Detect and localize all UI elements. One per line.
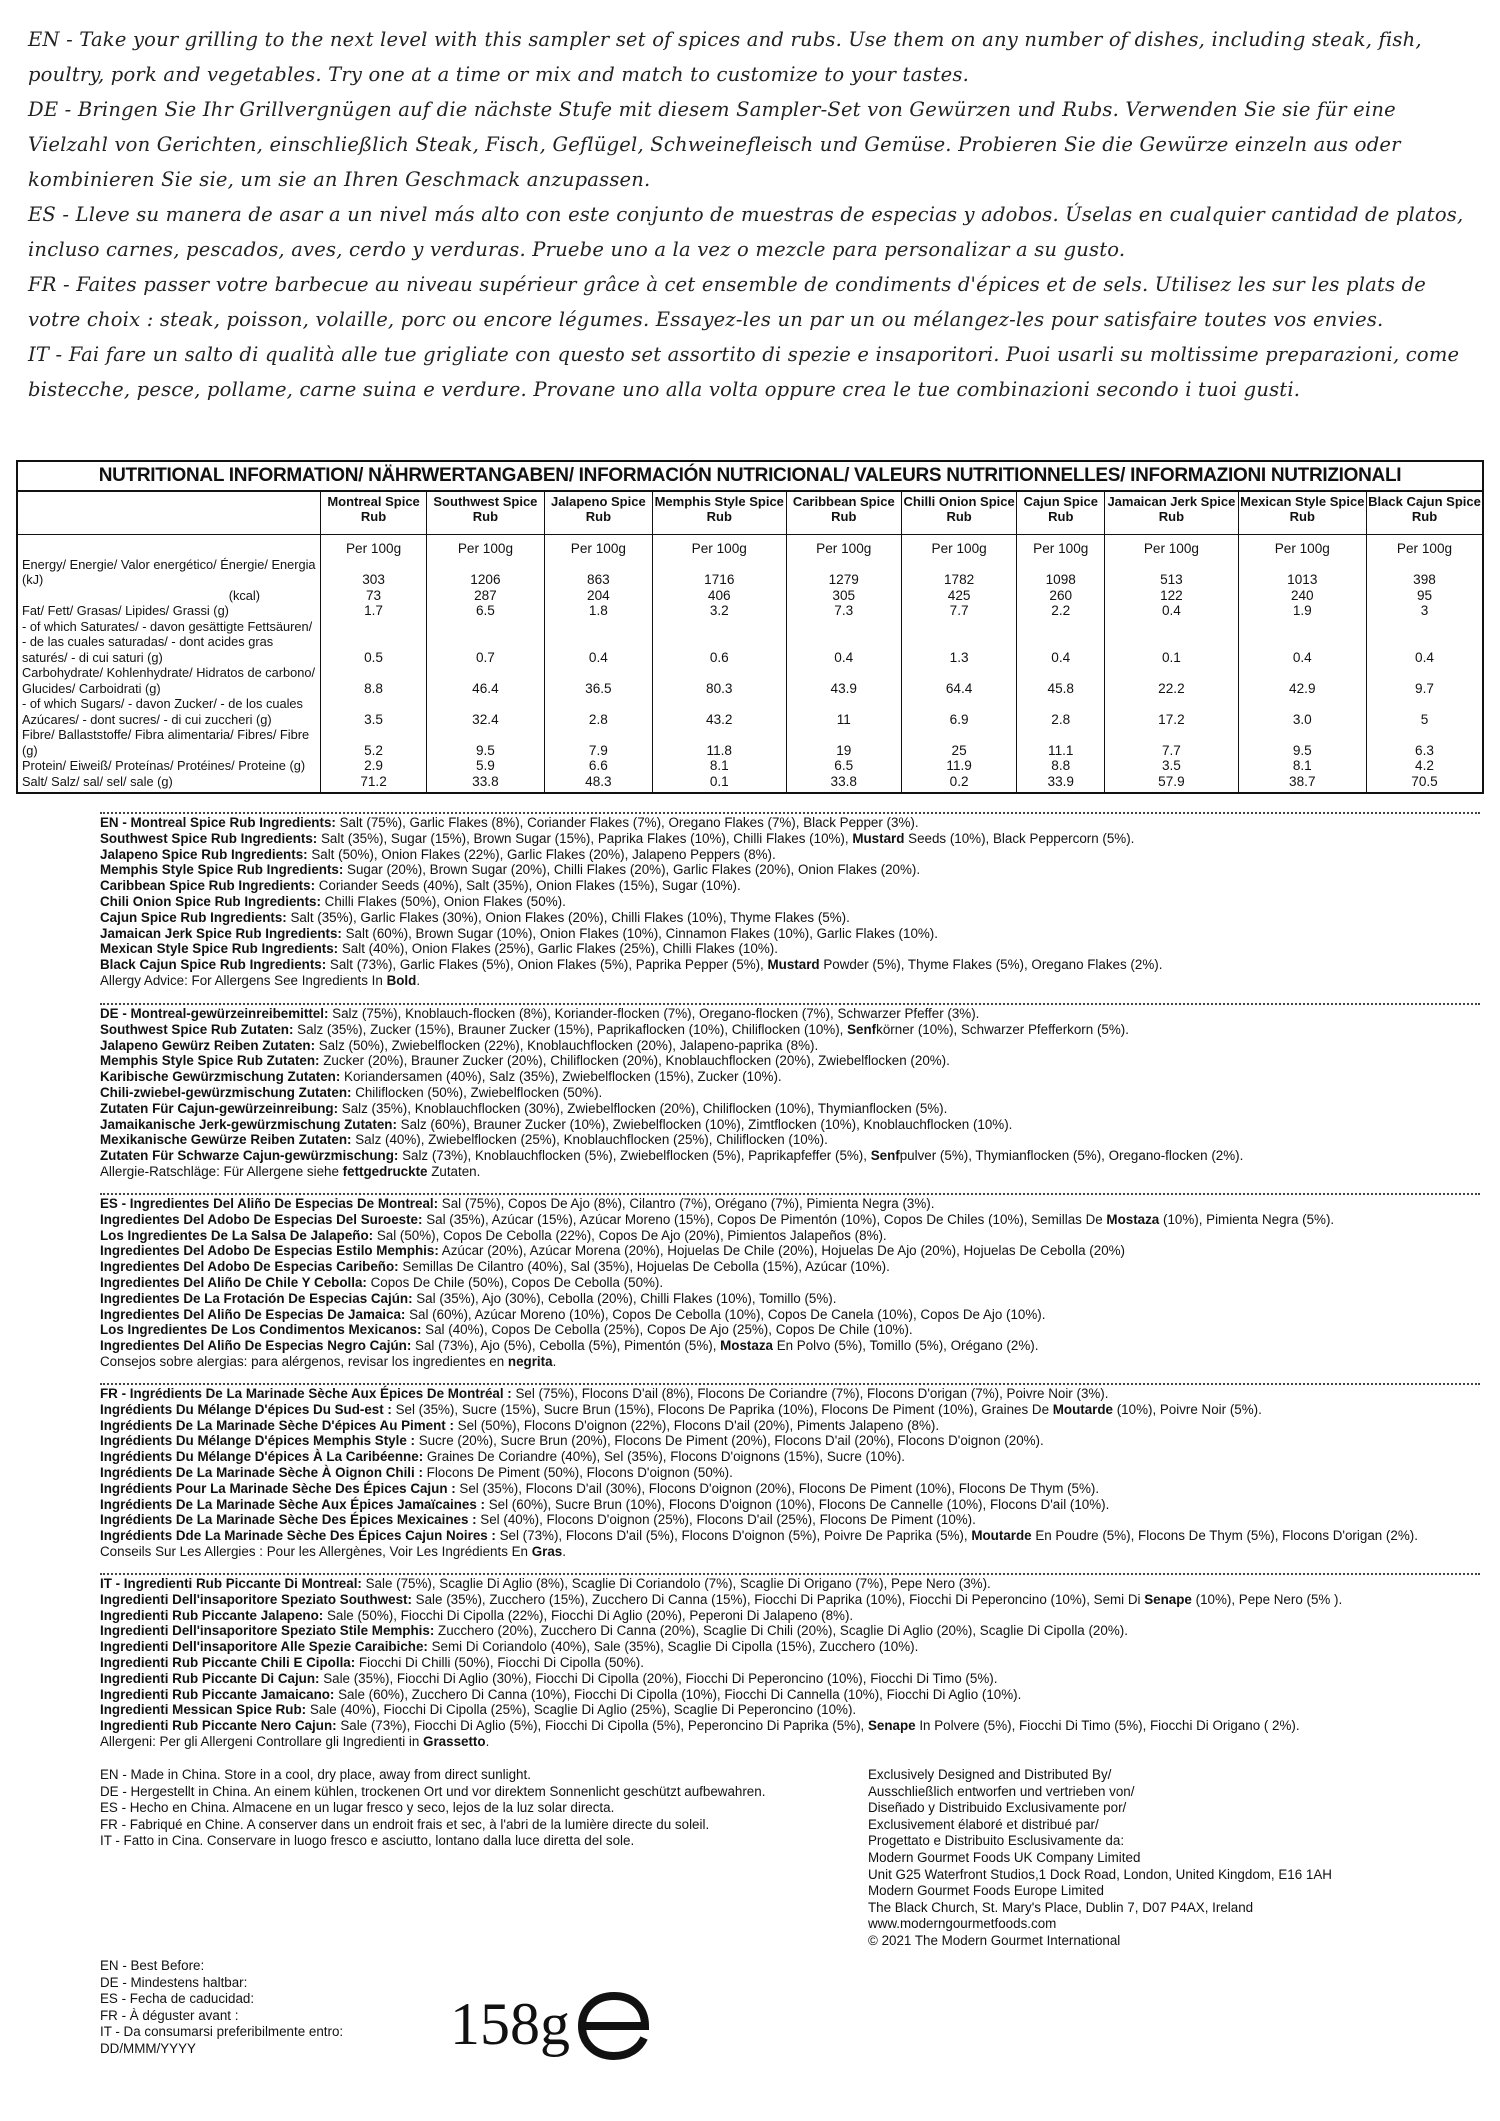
ingredient-line: Ingrédients De La Marinade Sèche D'épices Au Piment : Sel (50%), Flocons D'oignon (22%), Flocons D'ail (20%), Piments Jalapeno (8%). [100, 1417, 940, 1433]
ingredient-line: Ingredientes Del Aliño De Especias Negro Cajún: Sal (73%), Ajo (5%), Cebolla (5%), Pimentón (5%), Mostaza En Polvo (5%), Tomillo (5%), Orégano (2%). [100, 1338, 1039, 1354]
ingredient-line: Southwest Spice Rub Ingredients: Salt (35%), Sugar (15%), Brown Sugar (15%), Paprika Flakes (10%), Chilli Flakes (10%), Mustard Seeds (10%), Black Peppercorn (5%). [100, 830, 1135, 846]
best-before-en: EN - Best Before: [100, 1958, 205, 1973]
table-cell: 1.3 [902, 619, 1017, 666]
best-before-format: DD/MMM/YYYY [100, 2040, 196, 2056]
column-header: Black Cajun Spice Rub [1367, 492, 1482, 535]
divider [100, 1193, 1480, 1195]
table-cell: 1716 [653, 557, 787, 588]
table-row [18, 758, 1482, 774]
table-cell: 3.0 [1238, 696, 1366, 727]
table-cell: 64.4 [902, 665, 1017, 696]
table-cell: 11.9 [902, 758, 1017, 774]
table-cell: 8.8 [1017, 758, 1105, 774]
storage-en: EN - Made in China. Store in a cool, dry place, away from direct sunlight. [100, 1767, 531, 1782]
table-cell: 95 [1367, 588, 1482, 604]
table-cell: 45.8 [1017, 665, 1105, 696]
table-cell: 513 [1105, 557, 1238, 588]
ingredient-line: Ingrédients Du Mélange D'épices Memphis Style : Sucre (20%), Sucre Brun (20%), Flocons De Piment (20%), Flocons D'ail (20%), Flocons D'oignon (20%). [100, 1433, 1044, 1449]
table-cell: 6.9 [902, 696, 1017, 727]
distributor-line: Unit G25 Waterfront Studios,1 Dock Road, London, United Kingdom, E16 1AH [868, 1866, 1332, 1882]
ingredient-line: Jalapeno Gewürz Reiben Zutaten: Salz (50%), Zwiebelflocken (22%), Knoblauchflocken (20%), Jalapeno-paprika (8%). [100, 1037, 819, 1053]
per-100g-row [18, 535, 1482, 557]
table-cell: 0.4 [1105, 603, 1238, 619]
ingredient-line: Ingredienti Dell'insaporitore Speziato Southwest: Sale (35%), Zucchero (15%), Zucchero Di Canna (15%), Fiocchi Di Paprika (10%), Fiocchi Di Peperoncino (10%), Semi Di Senape (10%), Pepe Nero (5% ). [100, 1591, 1343, 1607]
nutrition-table [18, 492, 1482, 792]
ingredient-line: Consejos sobre alergias: para alérgenos, revisar los ingredientes en negrita. [100, 1353, 557, 1369]
table-cell: 863 [544, 557, 652, 588]
divider [100, 1383, 1480, 1385]
net-weight: 158g [450, 1991, 570, 2057]
ingredient-line: Memphis Style Spice Rub Ingredients: Sugar (20%), Brown Sugar (20%), Chilli Flakes (20%), Garlic Flakes (20%), Onion Flakes (20%). [100, 862, 921, 878]
nutrition-header-row [18, 492, 1482, 535]
ingredient-line: Caribbean Spice Rub Ingredients: Coriander Seeds (40%), Salt (35%), Onion Flakes (15%), Sugar (10%). [100, 878, 741, 894]
intro-fr: FR - Faites passer votre barbecue au niveau supérieur grâce à cet ensemble de condiments d'épices et de sels. Utilisez les sur les plats de votre choix : steak, poisson, volaille, porc ou encore légumes. Essayez-les un par un ou mélangez-les pour satisfaire toutes vos envies. [28, 273, 1427, 331]
table-row [18, 557, 1482, 588]
distributor-line: Exclusively Designed and Distributed By/ [868, 1767, 1112, 1782]
ingredient-line: Ingredienti Dell'insaporitore Alle Spezie Caraibiche: Semi Di Coriandolo (40%), Sale (35%), Scaglie Di Cipolla (15%), Zucchero (10%). [100, 1639, 919, 1655]
table-cell: 4.2 [1367, 758, 1482, 774]
ingredient-line: Cajun Spice Rub Ingredients: Salt (35%), Garlic Flakes (30%), Onion Flakes (20%), Chilli Flakes (10%), Thyme Flakes (5%). [100, 909, 850, 925]
table-cell: 0.4 [544, 619, 652, 666]
ingredient-line: Ingredienti Rub Piccante Jalapeno: Sale (50%), Fiocchi Di Cipolla (22%), Fiocchi Di Aglio (20%), Peperoni Di Jalapeno (8%). [100, 1607, 854, 1623]
per-100g-cell: Per 100g [427, 535, 545, 557]
distributor-info [868, 1767, 1332, 1950]
table-cell: 43.2 [653, 696, 787, 727]
row-label: Fibre/ Ballaststoffe/ Fibra alimentaria/ Fibres/ Fibre (g) [22, 727, 310, 758]
distributor-line: Progettato e Distribuito Esclusivamente da: [868, 1833, 1125, 1849]
table-row [18, 665, 1482, 696]
divider [100, 1003, 1480, 1005]
table-cell: 6.6 [544, 758, 652, 774]
ingredient-line: Ingrédients De La Marinade Sèche À Oignon Chili : Flocons De Piment (50%), Flocons D'oignon (50%). [100, 1464, 733, 1480]
distributor-line: Exclusivement élaboré et distribué par/ [868, 1816, 1099, 1832]
table-cell: 2.2 [1017, 603, 1105, 619]
ingredient-line: Los Ingredientes De Los Condimentos Mexicanos: Sal (40%), Copos De Cebolla (25%), Copos De Ajo (25%), Copos De Chile (10%). [100, 1322, 913, 1338]
best-before-fr: FR - À déguster avant : [100, 2007, 239, 2023]
copyright: © 2021 The Modern Gourmet International [868, 1932, 1121, 1948]
table-cell: 305 [786, 588, 901, 604]
ingredient-line: Ingrédients De La Marinade Sèche Des Épices Mexicaines : Sel (40%), Flocons D'oignon (25%), Flocons D'ail (25%), Flocons De Piment (10%). [100, 1512, 976, 1528]
ingredient-line: Chili Onion Spice Rub Ingredients: Chilli Flakes (50%), Onion Flakes (50%). [100, 893, 566, 909]
ingredients-it [100, 1576, 1480, 1750]
table-row [18, 727, 1482, 758]
table-cell: 5.2 [321, 727, 427, 758]
ingredient-line: Jalapeno Spice Rub Ingredients: Salt (50%), Onion Flakes (22%), Garlic Flakes (20%), Jalapeno Peppers (8%). [100, 846, 776, 862]
table-cell: 33.8 [786, 774, 901, 793]
table-cell: 70.5 [1367, 774, 1482, 793]
table-cell: 71.2 [321, 774, 427, 793]
per-100g-cell: Per 100g [653, 535, 787, 557]
ingredient-line: Black Cajun Spice Rub Ingredients: Salt (73%), Garlic Flakes (5%), Onion Flakes (5%), Paprika Pepper (5%), Mustard Powder (5%), Thyme Flakes (5%), Oregano Flakes (2%). [100, 957, 1163, 973]
website-link: www.moderngourmetfoods.com [868, 1916, 1057, 1932]
table-cell: 303 [321, 557, 427, 588]
column-header: Chilli Onion Spice Rub [902, 492, 1017, 535]
ingredient-line: Mexican Style Spice Rub Ingredients: Salt (40%), Onion Flakes (25%), Garlic Flakes (25%), Chilli Flakes (10%). [100, 941, 778, 957]
best-before-de: DE - Mindestens haltbar: [100, 1974, 248, 1990]
table-cell: 2.8 [1017, 696, 1105, 727]
ingredient-line: Ingredienti Rub Piccante Jamaicano: Sale (60%), Zucchero Di Canna (10%), Fiocchi Di Cipolla (10%), Fiocchi Di Cannella (10%), Fiocchi Di Aglio (10%). [100, 1686, 1022, 1702]
ingredient-line: Ingredientes De La Frotación De Especias Cajún: Sal (35%), Ajo (30%), Cebolla (20%), Chilli Flakes (10%), Tomillo (5%). [100, 1290, 837, 1306]
intro-es: ES - Lleve su manera de asar a un nivel más alto con este conjunto de muestras de especias y adobos. Úselas en cualquier cantidad de platos, incluso carnes, pescados, aves, cerdo y verduras. Pruebe uno a la vez o mezcle para personalizar a su gusto. [28, 203, 1464, 261]
table-cell: 3 [1367, 603, 1482, 619]
table-row [18, 588, 1482, 604]
table-cell: 11.8 [653, 727, 787, 758]
ingredients-de [100, 1006, 1480, 1180]
distributor-line: Ausschließlich entworfen und vertrieben von/ [868, 1783, 1135, 1799]
table-cell: 3.5 [321, 696, 427, 727]
per-100g-cell: Per 100g [1238, 535, 1366, 557]
table-cell: 1782 [902, 557, 1017, 588]
ingredient-line: Mexikanische Gewürze Reiben Zutaten: Salz (40%), Zwiebelflocken (25%), Knoblauchflocken (25%), Chiliflocken (10%). [100, 1132, 828, 1148]
ingredient-line: Allergy Advice: For Allergens See Ingredients In Bold. [100, 972, 421, 988]
best-before-it: IT - Da consumarsi preferibilmente entro: [100, 2024, 344, 2040]
table-row [18, 619, 1482, 666]
per-100g-cell: Per 100g [1017, 535, 1105, 557]
ingredient-line: Chili-zwiebel-gewürzmischung Zutaten: Chiliflocken (50%), Zwiebelflocken (50%). [100, 1084, 603, 1100]
row-label: Protein/ Eiweiß/ Proteínas/ Protéines/ Proteine (g) [22, 758, 306, 773]
ingredients-fr [100, 1386, 1480, 1560]
table-row [18, 774, 1482, 793]
intro-en: EN - Take your grilling to the next level with this sampler set of spices and rubs. Use them on any number of dishes, including steak, fish, poultry, pork and vegetables. Try one at a time or mix and match to customize to your tastes. [28, 28, 1422, 86]
row-label: (kcal) [228, 587, 260, 603]
table-cell: 6.3 [1367, 727, 1482, 758]
ingredient-line: Ingredienti Dell'insaporitore Speziato Stile Memphis: Zucchero (20%), Zucchero Di Canna (20%), Scaglie Di Chili (20%), Scaglie Di Aglio (20%), Scaglie Di Cipolla (20%). [100, 1623, 1128, 1639]
table-cell: 0.4 [786, 619, 901, 666]
table-cell: 46.4 [427, 665, 545, 696]
row-label: Fat/ Fett/ Grasas/ Lipides/ Grassi (g) [22, 603, 229, 618]
table-cell: 1.9 [1238, 603, 1366, 619]
nutrition-title: NUTRITIONAL INFORMATION/ NÄHRWERTANGABEN/ INFORMACIÓN NUTRICIONAL/ VALEURS NUTRITIONNELLES/ INFORMAZIONI NUTRIZIONALI [18, 462, 1482, 492]
table-cell: 73 [321, 588, 427, 604]
table-cell: 11.1 [1017, 727, 1105, 758]
ingredient-line: Zutaten Für Cajun-gewürzeinreibung: Salz (35%), Knoblauchflocken (30%), Zwiebelflocken (20%), Chiliflocken (10%), Thymianflocken (5%). [100, 1100, 948, 1116]
table-cell: 8.8 [321, 665, 427, 696]
per-100g-cell: Per 100g [544, 535, 652, 557]
ingredient-line: Ingrédients Dde La Marinade Sèche Des Épices Cajun Noires : Sel (73%), Flocons D'ail (5%), Flocons D'oignon (5%), Poivre De Paprika (5%), Moutarde En Poudre (5%), Flocons De Thym (5%), Flocons D'origan (2%). [100, 1528, 1418, 1544]
column-header: Jalapeno Spice Rub [544, 492, 652, 535]
column-header: Southwest Spice Rub [427, 492, 545, 535]
table-cell: 1206 [427, 557, 545, 588]
table-cell: 260 [1017, 588, 1105, 604]
row-label: Energy/ Energie/ Valor energético/ Énergie/ Energia (kJ) [22, 556, 316, 587]
distributor-line: Modern Gourmet Foods UK Company Limited [868, 1849, 1141, 1865]
ingredient-line: Ingredientes Del Aliño De Especias De Jamaica: Sal (60%), Azúcar Moreno (10%), Copos De Cebolla (10%), Copos De Canela (10%), Copos De Ajo (10%). [100, 1306, 1046, 1322]
ingredient-line: Ingredienti Messican Spice Rub: Sale (40%), Fiocchi Di Cipolla (25%), Scaglie Di Aglio (25%), Scaglie Di Peperoncino (10%). [100, 1702, 857, 1718]
table-cell: 43.9 [786, 665, 901, 696]
row-label: - of which Sugars/ - davon Zucker/ - de los cuales Azúcares/ - dont sucres/ - di cui zuccheri (g) [22, 696, 303, 727]
row-label [18, 535, 321, 557]
storage-fr: FR - Fabriqué en Chine. A conserver dans un endroit frais et sec, à l'abri de la lumière directe du soleil. [100, 1816, 710, 1832]
column-header: Mexican Style Spice Rub [1238, 492, 1366, 535]
divider [100, 1573, 1480, 1575]
table-cell: 80.3 [653, 665, 787, 696]
table-cell: 57.9 [1105, 774, 1238, 793]
header-blank [18, 492, 321, 535]
ingredient-line: Allergeni: Per gli Allergeni Controllare gli Ingredienti in Grassetto. [100, 1733, 490, 1749]
table-cell: 8.1 [653, 758, 787, 774]
ingredient-line: Karibische Gewürzmischung Zutaten: Koriandersamen (40%), Salz (35%), Zwiebelflocken (15%), Zucker (10%). [100, 1069, 782, 1085]
column-header: Memphis Style Spice Rub [653, 492, 787, 535]
table-cell: 0.4 [1017, 619, 1105, 666]
intro-it: IT - Fai fare un salto di qualità alle tue grigliate con questo set assortito di spezie e insaporitori. Puoi usarli su moltissime preparazioni, come bistecche, pesce, pollame, carne suina e verdure. Provane uno alla volta oppure crea le tue combinazioni secondo i tuoi gusti. [28, 343, 1460, 401]
table-cell: 48.3 [544, 774, 652, 793]
nutrition-body [18, 535, 1482, 793]
ingredient-line: Zutaten Für Schwarze Cajun-gewürzmischung: Salz (73%), Knoblauchflocken (5%), Zwiebelflocken (5%), Paprikapfeffer (5%), Senfpulver (5%), Thymianflocken (5%), Oregano-flocken (2%). [100, 1148, 1244, 1164]
table-cell: 7.7 [902, 603, 1017, 619]
table-cell: 8.1 [1238, 758, 1366, 774]
ingredient-line: Ingrédients Pour La Marinade Sèche Des Épices Cajun : Sel (35%), Flocons D'ail (30%), Flocons D'oignon (20%), Flocons De Piment (10%), Flocons De Thym (5%). [100, 1480, 1100, 1496]
table-cell: 38.7 [1238, 774, 1366, 793]
ingredient-line: Los Ingredientes De La Salsa De Jalapeño: Sal (50%), Copos De Cebolla (22%), Copos De Ajo (20%), Pimientos Jalapeños (8%). [100, 1227, 887, 1243]
ingredient-line: Jamaican Jerk Spice Rub Ingredients: Salt (60%), Brown Sugar (10%), Onion Flakes (10%), Cinnamon Flakes (10%), Garlic Flakes (10%). [100, 925, 938, 941]
intro-description [28, 22, 1468, 407]
table-cell: 9.5 [427, 727, 545, 758]
table-cell: 3.2 [653, 603, 787, 619]
distributor-line: The Black Church, St. Mary's Place, Dublin 7, D07 P4AX, Ireland [868, 1899, 1254, 1915]
ingredient-line: Southwest Spice Rub Zutaten: Salz (35%), Zucker (15%), Brauner Zucker (15%), Paprikaflocken (10%), Chiliflocken (10%), Senfkörner (10%), Schwarzer Pfefferkorn (5%). [100, 1021, 1129, 1037]
table-cell: 0.5 [321, 619, 427, 666]
ingredient-line: Ingredientes Del Aliño De Chile Y Cebolla: Copos De Chile (50%), Copos De Cebolla (50%). [100, 1274, 664, 1290]
row-label: Carbohydrate/ Kohlenhydrate/ Hidratos de carbono/ Glucides/ Carboidrati (g) [22, 665, 316, 696]
ingredient-line: Ingredienti Rub Piccante Chili E Cipolla: Fiocchi Di Chilli (50%), Fiocchi Di Cipolla (50%). [100, 1654, 644, 1670]
table-cell: 406 [653, 588, 787, 604]
table-cell: 5 [1367, 696, 1482, 727]
ingredients-es [100, 1196, 1480, 1370]
row-label: Salt/ Salz/ sal/ sel/ sale (g) [22, 773, 173, 789]
table-cell: 7.3 [786, 603, 901, 619]
column-header: Jamaican Jerk Spice Rub [1105, 492, 1238, 535]
storage-it: IT - Fatto in Cina. Conservare in luogo fresco e asciutto, lontano dalla luce diretta del sole. [100, 1833, 635, 1849]
best-before-es: ES - Fecha de caducidad: [100, 1991, 255, 2007]
column-header: Cajun Spice Rub [1017, 492, 1105, 535]
nutrition-table-box [16, 460, 1484, 794]
table-cell: 1.8 [544, 603, 652, 619]
table-cell: 2.8 [544, 696, 652, 727]
table-cell: 425 [902, 588, 1017, 604]
storage-es: ES - Hecho en China. Almacene en un lugar fresco y seco, lejos de la luz solar directa. [100, 1800, 615, 1816]
ingredient-line: Allergie-Ratschläge: Für Allergene siehe fettgedruckte Zutaten. [100, 1163, 481, 1179]
table-cell: 6.5 [427, 603, 545, 619]
estimated-e-mark-icon [575, 1990, 653, 2062]
divider [100, 812, 1480, 814]
per-100g-cell: Per 100g [321, 535, 427, 557]
ingredient-line: IT - Ingredienti Rub Piccante Di Montreal: Sale (75%), Scaglie Di Aglio (8%), Scaglie Di Coriandolo (7%), Scaglie Di Origano (7%), Pepe Nero (3%). [100, 1576, 991, 1591]
ingredient-line: Jamaikanische Jerk-gewürzmischung Zutaten: Salz (60%), Brauner Zucker (10%), Zwiebelflocken (10%), Zimtflocken (10%), Knoblauchflocken (10%). [100, 1116, 1013, 1132]
table-cell: 3.5 [1105, 758, 1238, 774]
per-100g-cell: Per 100g [902, 535, 1017, 557]
table-cell: 32.4 [427, 696, 545, 727]
ingredient-line: Ingrédients Du Mélange D'épices Du Sud-est : Sel (35%), Sucre (15%), Sucre Brun (15%), Flocons De Paprika (10%), Flocons De Piment (10%), Graines De Moutarde (10%), Poivre Noir (5%). [100, 1401, 1262, 1417]
ingredient-line: EN - Montreal Spice Rub Ingredients: Salt (75%), Garlic Flakes (8%), Coriander Flakes (7%), Oregano Flakes (7%), Black Pepper (3%). [100, 815, 919, 830]
per-100g-cell: Per 100g [1367, 535, 1482, 557]
best-before-info [100, 1958, 343, 2058]
table-cell: 22.2 [1105, 665, 1238, 696]
table-cell: 287 [427, 588, 545, 604]
table-cell: 2.9 [321, 758, 427, 774]
per-100g-cell: Per 100g [786, 535, 901, 557]
table-cell: 36.5 [544, 665, 652, 696]
table-cell: 204 [544, 588, 652, 604]
storage-info [100, 1767, 765, 1850]
table-cell: 33.8 [427, 774, 545, 793]
table-cell: 0.4 [1238, 619, 1366, 666]
table-cell: 0.7 [427, 619, 545, 666]
table-cell: 11 [786, 696, 901, 727]
table-cell: 42.9 [1238, 665, 1366, 696]
table-cell: 1.7 [321, 603, 427, 619]
table-cell: 0.1 [1105, 619, 1238, 666]
table-cell: 19 [786, 727, 901, 758]
ingredient-line: Ingredientes Del Adobo De Especias Del Suroeste: Sal (35%), Azúcar (15%), Azúcar Moreno (15%), Copos De Pimentón (10%), Copos De Chiles (10%), Semillas De Mostaza (10%), Pimienta Negra (5%). [100, 1211, 1335, 1227]
table-cell: 1098 [1017, 557, 1105, 588]
table-cell: 0.6 [653, 619, 787, 666]
ingredient-line: Ingrédients De La Marinade Sèche Aux Épices Jamaïcaines : Sel (60%), Sucre Brun (10%), Flocons D'oignon (10%), Flocons De Cannelle (10%), Flocons D'ail (10%). [100, 1496, 1110, 1512]
ingredient-line: Conseils Sur Les Allergies : Pour les Allergènes, Voir Les Ingrédients En Gras. [100, 1543, 566, 1559]
ingredient-line: Ingredienti Rub Piccante Nero Cajun: Sale (73%), Fiocchi Di Aglio (5%), Fiocchi Di Cipolla (5%), Peperoncino Di Paprika (5%), Senape In Polvere (5%), Fiocchi Di Timo (5%), Fiocchi Di Origano ( 2%). [100, 1718, 1300, 1734]
table-cell: 398 [1367, 557, 1482, 588]
per-100g-cell: Per 100g [1105, 535, 1238, 557]
table-cell: 0.2 [902, 774, 1017, 793]
table-cell: 0.1 [653, 774, 787, 793]
distributor-line: Diseñado y Distribuido Exclusivamente por/ [868, 1800, 1127, 1816]
row-label: - of which Saturates/ - davon gesättigte Fettsäuren/ - de las cuales saturadas/ - dont acides gras saturés/ - di cui saturi (g) [22, 618, 313, 665]
table-row [18, 696, 1482, 727]
table-cell: 1279 [786, 557, 901, 588]
ingredient-line: FR - Ingrédients De La Marinade Sèche Aux Épices De Montréal : Sel (75%), Flocons D'ail (8%), Flocons De Coriandre (7%), Flocons D'origan (7%), Poivre Noir (3%). [100, 1386, 1109, 1401]
intro-de: DE - Bringen Sie Ihr Grillvergnügen auf die nächste Stufe mit diesem Sampler-Set von Gewürzen und Rubs. Verwenden Sie sie für eine Vielzahl von Gerichten, einschließlich Steak, Fisch, Geflügel, Schweinefleisch und Gemüse. Probieren Sie die Gewürze einzeln aus oder kombinieren Sie sie, um sie an Ihren Geschmack anzupassen. [28, 98, 1401, 191]
ingredient-line: Memphis Style Spice Rub Zutaten: Zucker (20%), Brauner Zucker (20%), Chiliflocken (20%), Knoblauchflocken (20%), Zwiebelflocken (20%). [100, 1053, 950, 1069]
storage-de: DE - Hergestellt in China. An einem kühlen, trockenen Ort und vor direktem Sonnenlicht geschützt aufbewahren. [100, 1783, 766, 1799]
ingredients-en [100, 815, 1480, 989]
ingredient-line: DE - Montreal-gewürzeinreibemittel: Salz (75%), Knoblauch-flocken (8%), Koriander-flocken (7%), Oregano-flocken (7%), Schwarzer Pfeffer (3%). [100, 1006, 980, 1021]
table-cell: 9.7 [1367, 665, 1482, 696]
table-cell: 122 [1105, 588, 1238, 604]
table-cell: 0.4 [1367, 619, 1482, 666]
table-cell: 240 [1238, 588, 1366, 604]
table-cell: 7.9 [544, 727, 652, 758]
table-cell: 6.5 [786, 758, 901, 774]
table-cell: 25 [902, 727, 1017, 758]
table-cell: 9.5 [1238, 727, 1366, 758]
table-cell: 17.2 [1105, 696, 1238, 727]
column-header: Montreal Spice Rub [321, 492, 427, 535]
table-row [18, 603, 1482, 619]
table-cell: 1013 [1238, 557, 1366, 588]
ingredient-line: Ingrédients Du Mélange D'épices À La Caribéenne: Graines De Coriandre (40%), Sel (35%), Flocons D'oignons (15%), Sucre (10%). [100, 1449, 905, 1465]
table-cell: 33.9 [1017, 774, 1105, 793]
ingredient-line: Ingredientes Del Adobo De Especias Caribeño: Semillas De Cilantro (40%), Sal (35%), Hojuelas De Cebolla (15%), Azúcar (10%). [100, 1259, 890, 1275]
distributor-line: Modern Gourmet Foods Europe Limited [868, 1883, 1104, 1899]
column-header: Caribbean Spice Rub [786, 492, 901, 535]
ingredient-line: Ingredienti Rub Piccante Di Cajun: Sale (35%), Fiocchi Di Aglio (30%), Fiocchi Di Cipolla (20%), Fiocchi Di Peperoncino (10%), Fiocchi Di Timo (5%). [100, 1670, 998, 1686]
ingredient-line: ES - Ingredientes Del Aliño De Especias De Montreal: Sal (75%), Copos De Ajo (8%), Cilantro (7%), Orégano (7%), Pimienta Negra (3%). [100, 1196, 935, 1211]
ingredient-line: Ingredientes Del Adobo De Especias Estilo Memphis: Azúcar (20%), Azúcar Morena (20%), Hojuelas De Chile (20%), Hojuelas De Ajo (20%), Hojuelas De Cebolla (20%) [100, 1243, 1126, 1259]
table-cell: 5.9 [427, 758, 545, 774]
table-cell: 7.7 [1105, 727, 1238, 758]
